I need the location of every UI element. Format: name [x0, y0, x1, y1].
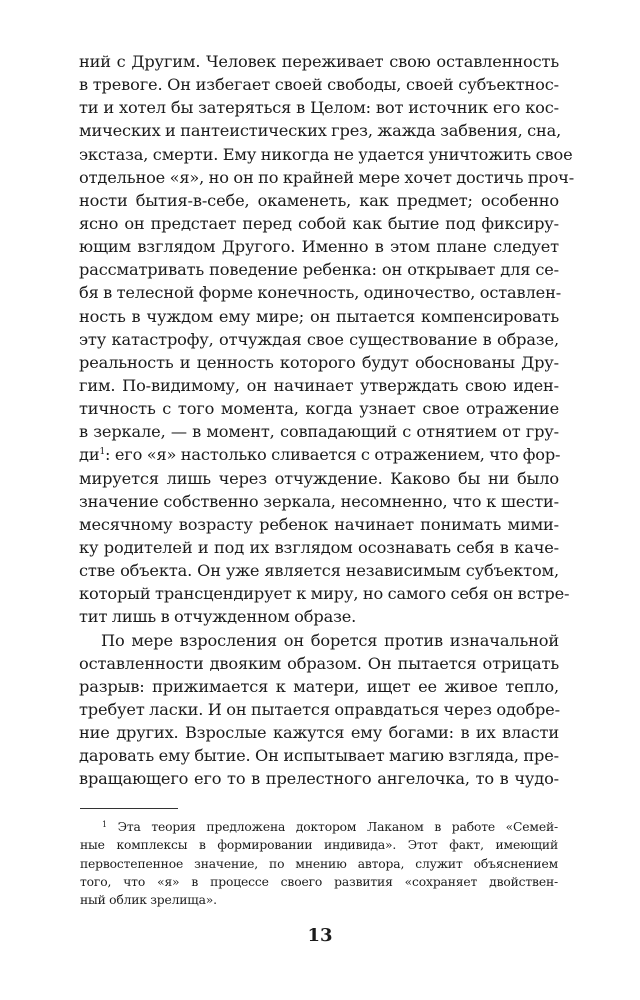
text-line: требует ласки. И он пытается оправдаться через одобре-	[79, 699, 560, 719]
text-line: ние других. Взрослые кажутся ему богами: в их власти	[79, 723, 559, 743]
text-line: отдельное «я», но он по крайней мере хочет достичь проч-	[79, 167, 575, 187]
text-line: ющим взглядом Другого. Именно в этом плане следует	[79, 237, 559, 257]
footnote-line: первостепенное значение, по мнению автора, служит объяснением	[80, 856, 558, 871]
text-line: реальность и ценность которого будут обоснованы Дру-	[79, 352, 559, 372]
text-line: ку родителей и под их взглядом осознавать себя в каче-	[79, 537, 559, 557]
text-line: вращающего его то в прелестного ангелочка, то в чудо-	[79, 769, 559, 789]
text-line: ний с Другим. Человек переживает свою оставленность	[79, 52, 559, 71]
footnote-divider	[80, 808, 178, 809]
page-number: 13	[307, 925, 333, 946]
footnote-text: Эта теория предложена доктором Лаканом в работе «Семей-	[117, 820, 558, 834]
text-line: стве объекта. Он уже является независимым субъектом,	[79, 561, 559, 581]
footnote-line: ный облик зрелища».	[80, 893, 217, 908]
text-line: ность в чуждом ему мире; он пытается компенсировать	[79, 306, 559, 326]
text-line: тичность с того момента, когда узнает свое отражение	[79, 399, 559, 419]
text-line: экстаза, смерти. Ему никогда не удается уничтожить свое	[79, 144, 573, 164]
text-line: тит лишь в отчужденном образе.	[79, 607, 357, 627]
text-line: мических и пантеистических грез, жажда забвения, сна,	[79, 121, 562, 141]
text-line: оставленности двояким образом. Он пытается отрицать	[79, 653, 559, 673]
text-line: даровать ему бытие. Он испытывает магию взгляда, пре-	[79, 746, 559, 766]
text-line: бя в телесной форме конечность, одиночество, оставлен-	[79, 283, 562, 303]
footnote-reference[interactable]: 1	[99, 447, 106, 458]
text-line-with-footnote-ref	[79, 443, 559, 466]
footnote-line	[80, 818, 558, 836]
text-line: ти и хотел бы затеряться в Целом: вот источник его кос-	[79, 98, 559, 118]
text-line: который трансцендирует к миру, но самого себя он встре-	[79, 584, 570, 604]
text-line: разрыв: прижимается к матери, ищет ее живое тепло,	[79, 676, 559, 696]
text-line: в зеркале, — в момент, совпадающий с отнятием от гру-	[79, 422, 559, 442]
text-fragment: : его «я» настолько сливается с отражением, что фор-	[105, 445, 561, 465]
text-line: рассматривать поведение ребенка: он открывает для се-	[79, 260, 559, 280]
footnote-marker: 1	[102, 820, 107, 829]
text-line: эту катастрофу, отчуждая свое существование в образе,	[79, 329, 559, 349]
text-line: мируется лишь через отчуждение. Каково бы ни было	[79, 468, 559, 488]
text-line: месячному возрасту ребенок начинает понимать мими-	[79, 514, 559, 534]
text-line: в тревоге. Он избегает своей свободы, своей субъектнос-	[79, 75, 559, 95]
text-line: ясно он предстает перед собой как бытие под фиксиру-	[79, 213, 559, 233]
footnote-line: ные комплексы в формировании индивида». Этот факт, имеющий	[80, 838, 558, 853]
text-line: значение собственно зеркала, несомненно, что к шести-	[79, 491, 559, 511]
main-text	[79, 50, 575, 791]
text-line: гим. По-видимому, он начинает утверждать свою иден-	[79, 375, 559, 395]
text-line: ности бытия-в-себе, окаменеть, как предмет; особенно	[79, 190, 559, 210]
paragraph-first-line: По мере взросления он борется против изначальной	[101, 630, 559, 650]
footnote	[80, 818, 558, 909]
footnote-line: того, что «я» в процессе своего развития «сохраняет двойствен-	[80, 874, 558, 889]
text-fragment: ди	[79, 445, 100, 465]
